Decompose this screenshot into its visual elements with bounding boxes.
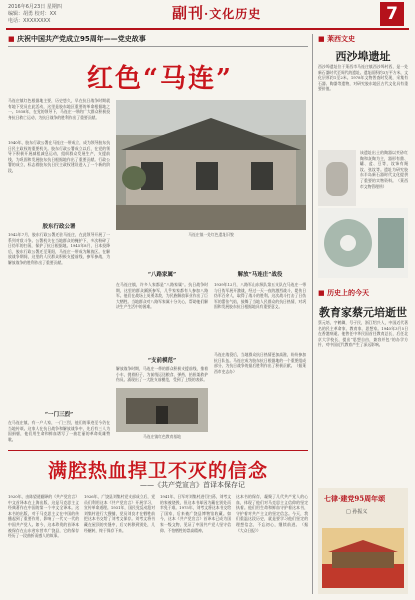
sidebar-divider [312, 34, 313, 594]
masthead-subtitle: ·文化历史 [204, 7, 262, 21]
subhead-3: “八路家属” [147, 272, 177, 278]
secondary-photo [116, 388, 208, 432]
artifact-photo [318, 150, 356, 206]
main-col-left-2: 1942年7月，胶东行政公署迁驻马连庄，在此领导开展了一系列对敌斗争。公署机关在当地群众的掩护下，多次粉碎了日伪军的扫荡，保护了抗日根据地。1945年8月，日本投降后，胶东行政公署迁至莱阳，马连庄一带成为解放区。在解放战争期间，这里的人民群众积极支援前线，参军参战，为解放战争的胜利作出了重要贡献。 [8, 232, 110, 265]
sidebar-section-1-title: 西沙埠遗址 [335, 50, 391, 63]
sidebar-section-2-body: 蔡元培，字鹤卿，号孑民，浙江绍兴人，中国近代著名的民主革命家、教育家、思想家。1940年3月5日在香港病逝。他曾任中华民国首任教育总长，后任北京大学校长，提出“思想自由，兼容并包”的办学方针，对中国近代教育产生了深远影响。 [318, 320, 408, 348]
bottom-col-1: 1920年，由陈望道翻译的《共产党宣言》中文首译本在上海出版，这是马克思主义经典著作在中国的第一个中文全译本。这本书的出版，对于马克思主义在中国的传播起到了重要作用，影响了一代又一代的中国共产党人。如今，这本珍贵的首译本被保存在山东省东营市广饶县，它的保存经历了一段曲折而感人的故事。 [8, 494, 79, 539]
sidebar-section-2-label: 历史上的今天 [327, 289, 370, 297]
main-photo [116, 100, 306, 230]
poem-title: 七律·建党95周年颂 [324, 494, 386, 503]
sidebar-marker-1: ■ [318, 35, 325, 43]
main-col-left-3: 在马连庄镇，有一户人家，一门三烈，他们的事迹至今仍在当地传颂。这家人在抗日战争和解放战争中，先后有三人为国捐躯，他们用生命和鲜血谱写了一曲壮丽的革命英雄赞歌。 [8, 420, 110, 442]
subhead-2: “一门三烈” [44, 412, 74, 418]
sidebar-section-1-label: 莱西文史 [327, 35, 356, 43]
bottom-col-4: 这本书的保存，凝聚了几代共产党人的心血，体现了他们对马克思主义信仰的坚定执着。他们用生命和鲜血守护着这本书，守护着对共产主义的坚定信念。今天，我们重温这段历史，就是要学习他们坚定的理想信念，不忘初心，继续前进。（据《大众日报》） [236, 494, 308, 533]
issue-date: 2016年6月23日 星期四 [8, 4, 62, 10]
bottom-title: 满腔热血捍卫不灭的信念 [47, 460, 268, 482]
page-number: 7 [380, 2, 404, 26]
kicker-text: 庆祝中国共产党成立95周年——党史故事 [17, 35, 146, 43]
secondary-photo-caption: 马连庄镇红色教育基地 [143, 434, 181, 439]
subhead-4: “支前模范” [147, 358, 177, 364]
kicker-rule [8, 46, 308, 47]
subhead-5: 解放“马连庄”战役 [237, 272, 283, 278]
great-hall-illustration [322, 528, 404, 588]
sidebar-section-1-body-2: 该遗址出土的陶器以夹砂红陶和灰陶为主，器形有鼎、罐、盆、豆等，纹饰有绳纹、弦纹等。遗址为研究胶东半岛新石器时代文化提供了重要的实物资料。（莱西市文物管理所） [360, 150, 408, 189]
subhead-1: 胶东行政公署 [42, 224, 76, 230]
masthead [172, 2, 292, 24]
kicker-marker: ■ [8, 35, 15, 43]
main-intro: 马连庄镇红色根据地主要，历史悠久，早在抗日战争时期就有地下党员在此活动，这里是胶东地区重要的革命根据地之一。1938年，在党的领导下，马连庄一带的广大群众积极投身抗日救亡运动，为抗日战争的胜利作出了重要贡献。 [8, 98, 110, 120]
bottom-col-2: 1926年，广饶县刘集村党支部成立后，党员们利用这本《共产党宣言》开展学习，宣传革命道理。1931年，国民党反动派对刘集村进行大搜捕，党员刘良才在牺牲前把这本书交给了刘考文保存。刘考文将书藏在屋顶的夹缝中，后又转移到别处，几经辗转，终于保存下来。 [84, 494, 155, 533]
sidebar-marker-2: ■ [318, 289, 325, 297]
main-col-right: 1939年12月，八路军山东纵队第五支队在马连庄一带与日伪军展开激战，经过一天一夜的激烈战斗，毙伤日伪军百余人，取得了战斗的胜利。这次战斗打击了日伪军的嚣张气焰，鼓舞了当地人民群众的抗日热情，对巩固和发展胶东抗日根据地具有重要意义。 [214, 282, 306, 310]
phone-line: 电话：XXXXXXXX [8, 18, 51, 24]
poem-author: □ 孙振义 [346, 509, 368, 515]
sidebar-section-2-title: 教育家蔡元培逝世 [319, 306, 407, 319]
header-rule [6, 28, 409, 30]
main-photo-caption: 马连庄镇一处红色遗址旧貌 [188, 232, 234, 237]
sidebar-section-1-body: 西沙埠遗址位于莱西市马连庄镇西沙埠村西，是一处新石器时代至周代的遗址。遗址面积约3万平方米，文化层厚约1至2米。1978年文物普查时发现，采集有石器、陶器等遗物，对研究胶东地区古代文化具有重要价值。 [318, 64, 408, 92]
main-title: 红色“马连” [87, 64, 233, 94]
poem-box [318, 488, 408, 594]
bottom-col-3: 1941年，日军对刘集村进行扫荡，刘考文的家被烧毁，但这本书却因为藏在别处而幸免于难。1975年，刘考文将这本书交给了国家，后来被广饶县博物馆收藏。如今，这本《共产党宣言》首译本已成为国家一级文物，见证了中国共产党人坚守信仰、不怕牺牲的崇高精神。 [160, 494, 231, 533]
main-kicker [8, 34, 308, 44]
sidebar-section-2-header [318, 288, 408, 298]
main-col-mid-2: 解放战争时期，马连庄一带的群众积极支援前线，推着小车，挑着担子，为前线运送粮食、弹药，抬担架救护伤员。涌现出了一大批支前模范，受到了上级的表彰。 [116, 366, 208, 383]
bottom-subtitle: ——《共产党宣言》首译本保存记 [140, 481, 245, 489]
main-col-right-2: 马连庄战役后，当地群众抗日热情更加高涨，纷纷参加抗日队伍。马连庄成为胶东抗日根据地的一个重要组成部分，为抗日战争的最后胜利作出了积极贡献。（据莱西市史志办） [214, 352, 306, 374]
sidebar-section-1-header [318, 34, 408, 44]
main-col-mid: 在马连庄镇，许多人家都是“八路家属”。抗日战争时期，这里的群众踊跃参军，几乎家家都有人参加八路军。他们在战场上英勇杀敌，为民族解放事业作出了巨大牺牲。当地群众对八路军家属十分关心，帮助他们解决生产生活中的困难。 [116, 282, 208, 310]
header-meta [8, 4, 158, 25]
main-col-left: 1940年，胶东行政公署在马连庄一带成立，成为领导胶东抗日民主政权的重要机关。胶东行政公署成立以后，在党的领导下积极开展减租减息运动，组织群众发展生产，支援前线，为巩固和发展胶东抗日根据地作出了重要贡献。行政公署的成立，标志着胶东抗日民主政权建设进入了一个新的阶段。 [8, 140, 110, 173]
bottom-rule [8, 450, 308, 451]
editor-line: 编辑：胡勇 校对：XX [8, 11, 57, 17]
jade-disc-photo [318, 208, 408, 278]
masthead-title: 副刊 [172, 4, 205, 22]
